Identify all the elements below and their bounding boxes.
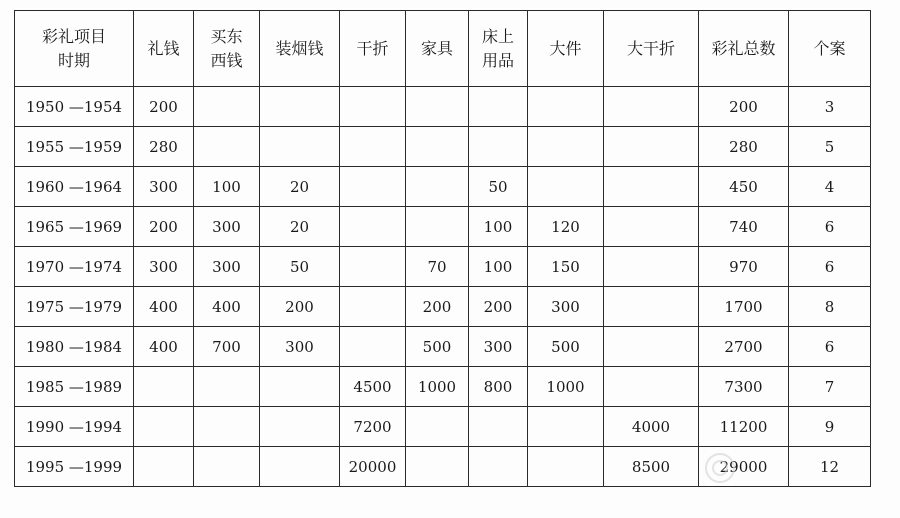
value-cell: 500 <box>406 327 469 367</box>
value-cell: 4000 <box>604 407 699 447</box>
value-cell: 200 <box>134 207 194 247</box>
value-cell: 120 <box>528 207 604 247</box>
value-cell <box>134 367 194 407</box>
column-header-line: 西钱 <box>210 50 243 70</box>
period-cell: 1975 —1979 <box>15 287 134 327</box>
value-cell: 20000 <box>340 447 406 487</box>
column-header <box>528 11 604 87</box>
value-cell <box>134 447 194 487</box>
table-row <box>15 167 871 207</box>
value-cell <box>604 327 699 367</box>
value-cell <box>340 127 406 167</box>
column-header <box>789 11 871 87</box>
value-cell: 200 <box>260 287 340 327</box>
value-cell: 12 <box>789 447 871 487</box>
value-cell <box>469 127 528 167</box>
value-cell <box>340 207 406 247</box>
watermark-logo-icon <box>700 448 740 488</box>
value-cell: 11200 <box>699 407 789 447</box>
table-row <box>15 367 871 407</box>
value-cell: 4 <box>789 167 871 207</box>
value-cell: 400 <box>134 287 194 327</box>
column-header <box>15 11 134 87</box>
value-cell: 300 <box>134 247 194 287</box>
value-cell: 5 <box>789 127 871 167</box>
column-header-line: 个案 <box>813 38 846 58</box>
period-cell: 1960 —1964 <box>15 167 134 207</box>
value-cell <box>604 167 699 207</box>
period-cell: 1985 —1989 <box>15 367 134 407</box>
value-cell <box>260 367 340 407</box>
value-cell: 2700 <box>699 327 789 367</box>
column-header-line: 家具 <box>420 38 453 58</box>
value-cell <box>406 167 469 207</box>
value-cell: 300 <box>260 327 340 367</box>
value-cell: 3 <box>789 87 871 127</box>
value-cell: 29000 <box>699 447 789 487</box>
value-cell <box>528 407 604 447</box>
value-cell <box>406 87 469 127</box>
table-row <box>15 87 871 127</box>
table-body <box>15 87 871 487</box>
table-row <box>15 407 871 447</box>
value-cell: 300 <box>134 167 194 207</box>
value-cell <box>340 167 406 207</box>
value-cell: 740 <box>699 207 789 247</box>
value-cell <box>260 127 340 167</box>
value-cell <box>604 247 699 287</box>
column-header-line: 大件 <box>549 38 582 58</box>
value-cell <box>194 367 260 407</box>
value-cell <box>194 87 260 127</box>
value-cell: 970 <box>699 247 789 287</box>
column-header <box>604 11 699 87</box>
watermark <box>700 448 840 488</box>
value-cell: 450 <box>699 167 789 207</box>
value-cell: 700 <box>194 327 260 367</box>
period-cell: 1990 —1994 <box>15 407 134 447</box>
value-cell: 9 <box>789 407 871 447</box>
value-cell <box>604 87 699 127</box>
value-cell <box>340 87 406 127</box>
period-cell: 1955 —1959 <box>15 127 134 167</box>
value-cell: 20 <box>260 207 340 247</box>
table-row <box>15 207 871 247</box>
value-cell: 300 <box>528 287 604 327</box>
period-cell: 1980 —1984 <box>15 327 134 367</box>
value-cell <box>340 327 406 367</box>
value-cell: 150 <box>528 247 604 287</box>
value-cell <box>134 407 194 447</box>
period-cell: 1965 —1969 <box>15 207 134 247</box>
value-cell: 200 <box>406 287 469 327</box>
column-header <box>194 11 260 87</box>
column-header <box>406 11 469 87</box>
value-cell <box>469 447 528 487</box>
value-cell <box>406 127 469 167</box>
value-cell <box>340 287 406 327</box>
value-cell: 20 <box>260 167 340 207</box>
value-cell: 400 <box>134 327 194 367</box>
value-cell <box>406 447 469 487</box>
value-cell: 300 <box>194 207 260 247</box>
value-cell: 6 <box>789 327 871 367</box>
value-cell <box>194 407 260 447</box>
value-cell: 8500 <box>604 447 699 487</box>
value-cell <box>194 127 260 167</box>
value-cell: 1700 <box>699 287 789 327</box>
bride-price-table <box>14 10 871 487</box>
value-cell: 100 <box>469 247 528 287</box>
header-row <box>15 11 871 87</box>
value-cell: 500 <box>528 327 604 367</box>
value-cell: 8 <box>789 287 871 327</box>
value-cell: 6 <box>789 247 871 287</box>
value-cell: 300 <box>469 327 528 367</box>
column-header-line: 用品 <box>481 50 514 70</box>
value-cell <box>528 87 604 127</box>
value-cell <box>340 247 406 287</box>
value-cell: 50 <box>469 167 528 207</box>
value-cell <box>260 447 340 487</box>
value-cell <box>469 87 528 127</box>
period-cell: 1970 —1974 <box>15 247 134 287</box>
value-cell <box>604 127 699 167</box>
column-header-line: 彩礼总数 <box>711 38 776 58</box>
value-cell <box>528 127 604 167</box>
value-cell <box>194 447 260 487</box>
value-cell: 100 <box>469 207 528 247</box>
column-header-line: 干折 <box>356 38 389 58</box>
value-cell: 200 <box>699 87 789 127</box>
column-header <box>340 11 406 87</box>
value-cell: 100 <box>194 167 260 207</box>
value-cell: 7 <box>789 367 871 407</box>
table-row <box>15 127 871 167</box>
value-cell: 7300 <box>699 367 789 407</box>
value-cell <box>604 287 699 327</box>
value-cell: 280 <box>699 127 789 167</box>
table-row <box>15 327 871 367</box>
column-header-line: 大干折 <box>626 38 675 58</box>
value-cell <box>260 87 340 127</box>
column-header-line: 装烟钱 <box>275 38 324 58</box>
column-header <box>260 11 340 87</box>
value-cell: 280 <box>134 127 194 167</box>
period-cell: 1950 —1954 <box>15 87 134 127</box>
value-cell: 300 <box>194 247 260 287</box>
value-cell: 200 <box>134 87 194 127</box>
value-cell: 400 <box>194 287 260 327</box>
column-header-line: 时期 <box>57 50 90 70</box>
column-header-line: 床上 <box>481 26 514 46</box>
value-cell <box>528 447 604 487</box>
value-cell <box>260 407 340 447</box>
value-cell: 4500 <box>340 367 406 407</box>
table-row <box>15 287 871 327</box>
value-cell: 7200 <box>340 407 406 447</box>
value-cell: 70 <box>406 247 469 287</box>
table-row <box>15 247 871 287</box>
column-header <box>699 11 789 87</box>
value-cell <box>406 407 469 447</box>
value-cell: 800 <box>469 367 528 407</box>
value-cell: 6 <box>789 207 871 247</box>
value-cell <box>469 407 528 447</box>
column-header <box>134 11 194 87</box>
value-cell <box>406 207 469 247</box>
column-header-line: 彩礼项目 <box>41 26 106 46</box>
column-header-line: 礼钱 <box>147 38 180 58</box>
value-cell <box>604 367 699 407</box>
value-cell: 1000 <box>528 367 604 407</box>
value-cell <box>528 167 604 207</box>
period-cell: 1995 —1999 <box>15 447 134 487</box>
value-cell <box>604 207 699 247</box>
column-header <box>469 11 528 87</box>
value-cell: 1000 <box>406 367 469 407</box>
value-cell: 50 <box>260 247 340 287</box>
column-header-line: 买东 <box>210 26 243 46</box>
table-header <box>15 11 871 87</box>
value-cell: 200 <box>469 287 528 327</box>
